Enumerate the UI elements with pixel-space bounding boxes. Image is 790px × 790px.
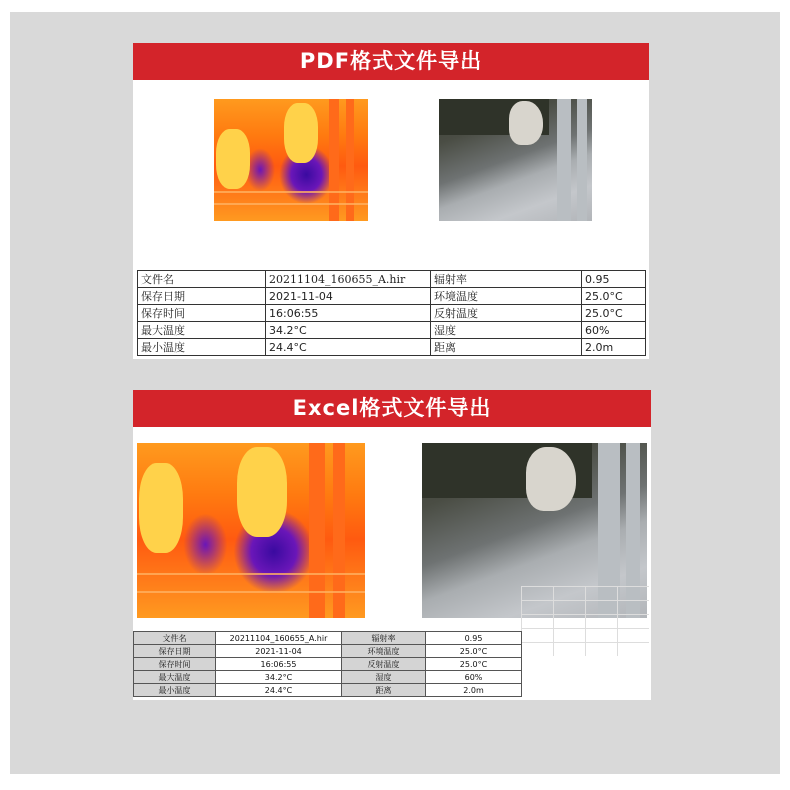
- table-cell: 25.0°C: [582, 305, 646, 322]
- table-cell: 湿度: [431, 322, 582, 339]
- pdf-visible-photo: [439, 99, 592, 221]
- table-cell: 34.2°C: [216, 671, 342, 684]
- pdf-thermal-image: [214, 99, 368, 221]
- table-cell: 环境温度: [431, 288, 582, 305]
- table-row: [138, 305, 646, 322]
- table-cell: 16:06:55: [216, 658, 342, 671]
- table-cell: 24.4°C: [216, 684, 342, 697]
- excel-section-title: Excel格式文件导出: [133, 390, 651, 427]
- pdf-export-section: [133, 43, 649, 359]
- table-cell: 25.0°C: [582, 288, 646, 305]
- table-cell: 环境温度: [342, 645, 426, 658]
- table-row: [134, 671, 522, 684]
- table-cell: 辐射率: [431, 271, 582, 288]
- table-cell: 25.0°C: [426, 658, 522, 671]
- table-row: [134, 658, 522, 671]
- pdf-info-table: [137, 270, 646, 356]
- table-cell: 距离: [342, 684, 426, 697]
- spreadsheet-grid: [521, 586, 649, 656]
- table-cell: 20211104_160655_A.hir: [266, 271, 431, 288]
- table-cell: 0.95: [582, 271, 646, 288]
- table-cell: 湿度: [342, 671, 426, 684]
- table-cell: 2.0m: [582, 339, 646, 356]
- table-row: [138, 339, 646, 356]
- excel-export-section: [133, 390, 651, 700]
- table-cell: 最大温度: [134, 671, 216, 684]
- table-row: [138, 322, 646, 339]
- table-cell: 16:06:55: [266, 305, 431, 322]
- table-row: [134, 645, 522, 658]
- table-cell: 20211104_160655_A.hir: [216, 632, 342, 645]
- table-cell: 保存日期: [134, 645, 216, 658]
- table-cell: 最小温度: [134, 684, 216, 697]
- table-cell: 0.95: [426, 632, 522, 645]
- table-cell: 60%: [426, 671, 522, 684]
- table-cell: 2.0m: [426, 684, 522, 697]
- table-cell: 文件名: [138, 271, 266, 288]
- table-cell: 24.4°C: [266, 339, 431, 356]
- table-cell: 最大温度: [138, 322, 266, 339]
- table-cell: 2021-11-04: [266, 288, 431, 305]
- table-cell: 反射温度: [431, 305, 582, 322]
- table-cell: 最小温度: [138, 339, 266, 356]
- pdf-section-title: PDF格式文件导出: [133, 43, 649, 80]
- table-cell: 保存时间: [138, 305, 266, 322]
- table-cell: 60%: [582, 322, 646, 339]
- table-cell: 保存日期: [138, 288, 266, 305]
- table-cell: 距离: [431, 339, 582, 356]
- table-cell: 34.2°C: [266, 322, 431, 339]
- table-row: [138, 288, 646, 305]
- table-cell: 文件名: [134, 632, 216, 645]
- table-cell: 保存时间: [134, 658, 216, 671]
- excel-thermal-image: [137, 443, 365, 618]
- table-row: [134, 684, 522, 697]
- table-cell: 2021-11-04: [216, 645, 342, 658]
- table-cell: 反射温度: [342, 658, 426, 671]
- table-row: [138, 271, 646, 288]
- table-cell: 25.0°C: [426, 645, 522, 658]
- table-row: [134, 632, 522, 645]
- excel-info-table: [133, 631, 522, 697]
- table-cell: 辐射率: [342, 632, 426, 645]
